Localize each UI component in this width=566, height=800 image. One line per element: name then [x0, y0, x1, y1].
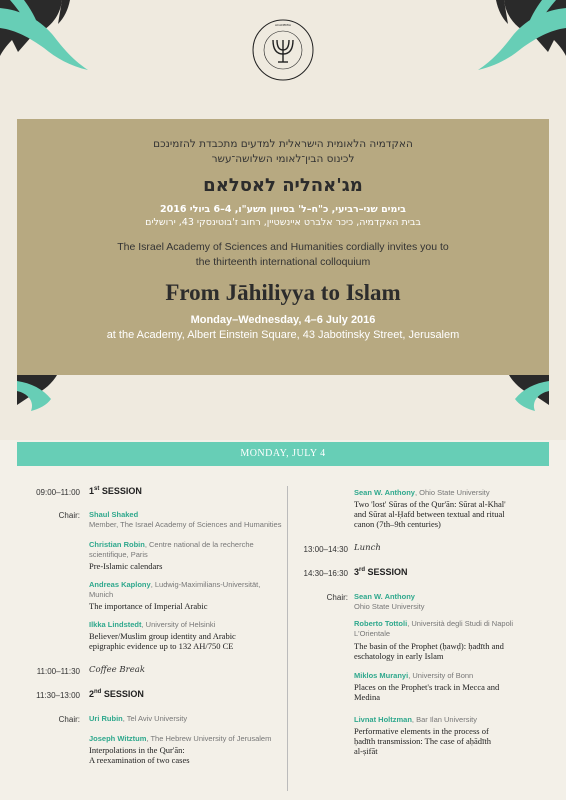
talk3-speaker — [89, 620, 215, 630]
hebrew-invite-line2: לכינוס הבין־לאומי השלושה־עשר — [211, 153, 355, 165]
invitation-panel — [17, 119, 549, 375]
talk2-affiliation-b: Munich — [89, 590, 114, 599]
session1-number: 1 — [89, 486, 95, 496]
talk5-affiliation: , Ohio State University — [414, 488, 490, 497]
talk1-title: Pre-Islamic calendars — [89, 561, 163, 571]
talk2-speaker — [89, 580, 260, 600]
english-invite-line2: the thirteenth international colloquium — [195, 256, 371, 268]
session1-chair-name: Shaul Shaked — [89, 510, 139, 519]
talk7-title — [354, 682, 499, 702]
coffee-break-time: 11:00–11:30 — [36, 667, 80, 676]
session1-time: 09:00–11:00 — [36, 488, 80, 497]
session1-suffix: st — [94, 486, 100, 492]
talk7-affiliation: , University of Bonn — [408, 671, 474, 680]
session2-suffix: nd — [94, 689, 102, 695]
talk4-speaker — [89, 734, 271, 744]
talk4-affiliation: , The Hebrew University of Jerusalem — [146, 734, 272, 743]
lunch-time: 13:00–14:30 — [303, 545, 348, 554]
session3-time: 14:30–16:30 — [303, 569, 348, 578]
column-divider — [287, 486, 288, 791]
session2-chair-name: Uri Rubin — [89, 714, 123, 723]
talk5-title-line2: and Sūrat al-Ḥafd between textual and ritual — [354, 509, 505, 519]
talk4-title-line1: Interpolations in the Qur'ān: — [89, 745, 185, 755]
talk8-speaker — [354, 715, 477, 725]
talk5-title-line3: canon (7th–9th centuries) — [354, 519, 441, 529]
svg-text:ACADEMIA: ACADEMIA — [275, 23, 291, 27]
talk3-title-line2: epigraphic evidence up to 132 AH/750 CE — [89, 641, 234, 651]
english-date: Monday–Wednesday, 4–6 July 2016 — [190, 314, 376, 326]
talk3-title — [89, 631, 236, 651]
english-invite-line1: The Israel Academy of Sciences and Humanities cordially invites you to — [117, 241, 449, 253]
talk8-title-line2: ḥadīth transmission: The case of aḥādīth — [354, 736, 491, 746]
talk7-speaker-name: Miklos Muranyi — [354, 671, 409, 680]
session2-chair — [89, 714, 187, 724]
lunch-label: Lunch — [354, 543, 381, 553]
talk6-title-line2: eschatology in early Islam — [354, 651, 444, 661]
talk1-affiliation-b: scientifique, Paris — [89, 550, 148, 559]
english-invite-text — [17, 240, 549, 270]
session2-chair-affiliation: , Tel Aviv University — [122, 714, 188, 723]
talk4-speaker-name: Joseph Witztum — [89, 734, 147, 743]
coffee-break-label: Coffee Break — [89, 665, 145, 675]
talk6-affiliation-b: L'Orientale — [354, 629, 391, 638]
talk6-affiliation-a: , Università degli Studi di Napoli — [407, 619, 514, 628]
talk6-speaker-name: Roberto Tottoli — [354, 619, 408, 628]
session3-chair-name: Sean W. Anthony — [354, 592, 415, 601]
hebrew-place: בבית האקדמיה, כיכר אלברט איינשטיין, רחוב ז'בוטינסקי 43, ירושלים — [145, 217, 421, 228]
talk7-title-line2: Medina — [354, 692, 380, 702]
talk4-title — [89, 745, 190, 765]
talk2-speaker-name: Andreas Kaplony — [89, 580, 151, 589]
talk1-affiliation-a: , Centre national de la recherche — [144, 540, 254, 549]
talk5-speaker — [354, 488, 490, 498]
talk6-title — [354, 641, 504, 661]
english-place: at the Academy, Albert Einstein Square, 43 Jabotinsky Street, Jerusalem — [106, 329, 460, 341]
day-header: MONDAY, JULY 4 — [17, 442, 549, 466]
hebrew-invite-line1: האקדמיה הלאומית הישראלית למדעים מתכבדת להזמינכם — [153, 138, 413, 150]
corner-ornament-top-left — [0, 0, 95, 75]
talk6-speaker — [354, 619, 513, 639]
corner-ornament-top-right — [471, 0, 566, 75]
session3-chair-affiliation: Ohio State University — [354, 602, 425, 611]
talk8-title — [354, 726, 491, 756]
talk3-affiliation: , University of Helsinki — [141, 620, 216, 629]
talk8-title-line1: Performative elements in the process of — [354, 726, 489, 736]
talk8-title-line3: al-ṣifāt — [354, 746, 378, 756]
talk8-affiliation: , Bar Ilan University — [411, 715, 477, 724]
session1-heading — [89, 486, 142, 496]
hebrew-title: מג'אהליה לאסלאם — [203, 175, 363, 196]
hebrew-date: בימים שני–רביעי, כ"ח–ל' בסיוון תשע"ו, 4–6 ביולי 2016 — [160, 204, 406, 215]
session1-chair — [89, 510, 281, 530]
hebrew-invite-text — [17, 137, 549, 167]
session2-number: 2 — [89, 689, 95, 699]
talk7-speaker — [354, 671, 473, 681]
session1-word: SESSION — [101, 486, 142, 496]
session1-chair-affiliation: Member, The Israel Academy of Sciences and Humanities — [89, 520, 282, 529]
talk1-speaker-name: Christian Robin — [89, 540, 145, 549]
talk5-title — [354, 499, 506, 529]
session3-heading — [354, 567, 408, 577]
corner-ornament-bottom-right — [489, 375, 549, 415]
talk5-title-line1: Two 'lost' Sūras of the Qur'ān: Sūrat al-Khal' — [354, 499, 506, 509]
talk3-speaker-name: Ilkka Lindstedt — [89, 620, 142, 629]
session2-time: 11:30–13:00 — [36, 691, 80, 700]
english-title: From Jāhiliyya to Islam — [165, 280, 401, 305]
session3-number: 3 — [354, 567, 360, 577]
session3-suffix: rd — [359, 567, 366, 573]
talk7-title-line1: Places on the Prophet's track in Mecca and — [354, 682, 500, 692]
session3-word: SESSION — [367, 567, 408, 577]
session1-chair-label: Chair: — [58, 511, 80, 520]
talk3-title-line1: Believer/Muslim group identity and Arabic — [89, 631, 236, 641]
academy-logo — [251, 18, 315, 82]
session3-chair — [354, 592, 424, 612]
talk2-title: The importance of Imperial Arabic — [89, 601, 208, 611]
session2-word: SESSION — [103, 689, 144, 699]
talk1-speaker — [89, 540, 254, 560]
talk4-title-line2: A reexamination of two cases — [89, 755, 190, 765]
talk5-speaker-name: Sean W. Anthony — [354, 488, 415, 497]
session2-chair-label: Chair: — [58, 715, 80, 724]
talk8-speaker-name: Livnat Holtzman — [354, 715, 412, 724]
talk6-title-line1: The basin of the Prophet (ḥawḍ): ḥadīth and — [354, 641, 504, 651]
corner-ornament-bottom-left — [17, 375, 77, 415]
session3-chair-label: Chair: — [326, 593, 348, 602]
talk2-affiliation-a: , Ludwig-Maximilians-Universität, — [150, 580, 261, 589]
session2-heading — [89, 689, 144, 699]
